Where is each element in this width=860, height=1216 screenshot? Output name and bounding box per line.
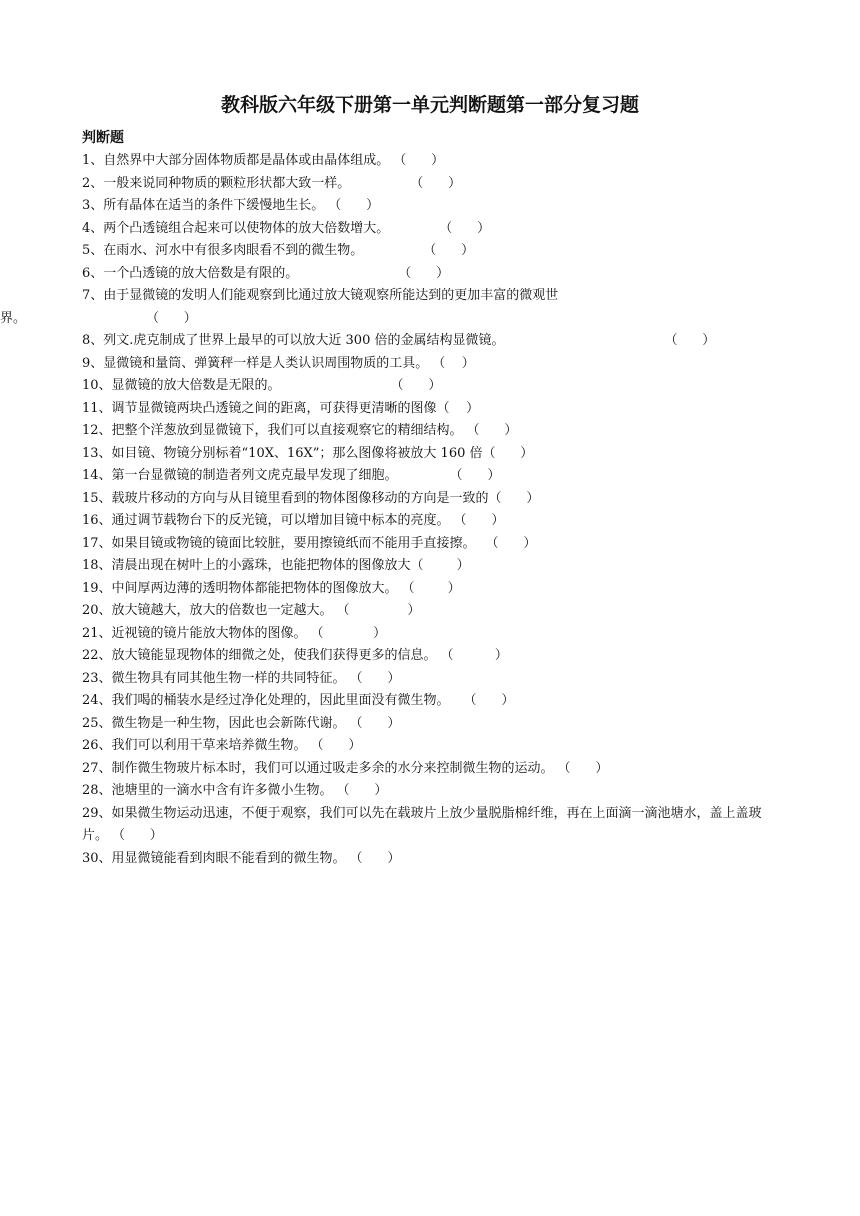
question-text: 3、所有晶体在适当的条件下缓慢地生长。	[82, 198, 325, 213]
answer-blank: （ ）	[463, 693, 515, 708]
answer-blank: （ ）	[410, 175, 462, 191]
question-item	[82, 510, 782, 533]
question-text: 6、一个凸透镜的放大倍数是有限的。	[82, 265, 299, 281]
question-item	[82, 555, 782, 578]
answer-blank: （ ）	[440, 648, 508, 663]
section-heading: 判断题	[82, 130, 124, 146]
question-text: 15、载玻片移动的方向与从目镜里看到的物体图像移动的方向是一致的	[82, 490, 489, 506]
question-text: 27、制作微生物玻片标本时，我们可以通过吸走多余的水分来控制微生物的运动。	[82, 760, 554, 776]
question-item	[82, 780, 782, 803]
question-item	[82, 735, 782, 758]
answer-blank: （ ）	[453, 513, 505, 528]
question-text: 11、调节显微镜两块凸透镜之间的距离，可获得更清晰的图像	[82, 400, 437, 416]
question-text: 9、显微镜和量筒、弹簧秤一样是人类认识周围物质的工具。	[82, 355, 429, 371]
question-item-continuation	[0, 308, 782, 331]
question-item	[82, 600, 782, 623]
answer-blank: （ ）	[439, 220, 491, 236]
question-text: 18、清晨出现在树叶上的小露珠，也能把物体的图像放大	[82, 558, 411, 573]
answer-blank: （ ）	[146, 310, 197, 326]
question-item	[82, 240, 782, 263]
answer-blank: （ ）	[423, 243, 475, 258]
answer-blank: （ ）	[664, 333, 716, 348]
question-text: 19、中间厚两边薄的透明物体都能把物体的图像放大。	[82, 580, 398, 596]
answer-blank: （ ）	[390, 378, 442, 393]
question-text: 5、在雨水、河水中有很多肉眼看不到的微生物。	[82, 243, 364, 258]
question-item	[82, 803, 782, 848]
question-text: 30、用显微镜能看到肉眼不能看到的微生物。	[82, 850, 346, 866]
question-item	[82, 645, 782, 668]
question-item	[82, 488, 782, 511]
document-title: 教科版六年级下册第一单元判断题第一部分复习题	[220, 94, 639, 116]
question-item	[82, 150, 782, 173]
question-text: 8、列文.虎克制成了世界上最早的可以放大近 300 倍的金属结构显微镜。	[82, 333, 505, 348]
answer-blank: （ ）	[432, 355, 475, 371]
answer-blank: （ ）	[393, 153, 445, 168]
answer-blank: （ ）	[482, 445, 534, 461]
question-item	[82, 375, 782, 398]
answer-blank: （ ）	[557, 760, 609, 776]
question-item	[82, 443, 782, 466]
question-text: 17、如果目镜或物镜的镜面比较脏，要用擦镜纸而不能用手直接擦。	[82, 535, 476, 551]
answer-blank: （ ）	[336, 783, 388, 798]
question-text: 14、第一台显微镜的制造者列文虎克最早发现了细胞。	[82, 468, 398, 483]
question-item	[82, 713, 782, 736]
answer-blank: （ ）	[349, 670, 401, 686]
question-text: 25、微生物是一种生物，因此也会新陈代谢。	[82, 715, 346, 731]
answer-blank: （ ）	[336, 603, 421, 618]
question-text: 2、一般来说同种物质的颗粒形状都大致一样。	[82, 175, 351, 191]
question-item	[82, 533, 782, 556]
question-item	[82, 195, 782, 218]
answer-blank: （ ）	[349, 715, 401, 731]
question-text: 23、微生物具有同其他生物一样的共同特征。	[82, 670, 346, 686]
answer-blank: （ ）	[328, 198, 380, 213]
answer-blank: （ ）	[488, 490, 540, 506]
question-item	[82, 668, 782, 691]
question-text: 16、通过调节载物台下的反光镜，可以增加目镜中标本的亮度。	[82, 513, 450, 528]
question-text: 26、我们可以利用干草来培养微生物。	[82, 738, 307, 753]
question-item	[82, 420, 782, 443]
question-text: 1、自然界中大部分固体物质都是晶体或由晶体组成。	[82, 153, 390, 168]
question-item	[82, 353, 782, 376]
question-text: 24、我们喝的桶装水是经过净化处理的，因此里面没有微生物。	[82, 693, 450, 708]
question-text: 29、如果微生物运动迅速，不便于观察，我们可以先在载玻片上放少量脱脂棉纤维，再在上面滴一滴池塘水，盖上盖玻片。	[82, 805, 762, 843]
question-list	[0, 150, 782, 870]
answer-blank: （ ）	[112, 828, 163, 843]
question-item	[82, 218, 782, 241]
question-text: 20、放大镜越大，放大的倍数也一定越大。	[82, 603, 333, 618]
question-item	[82, 623, 782, 646]
answer-blank: （ ）	[349, 850, 401, 866]
question-item	[82, 398, 782, 421]
question-item	[82, 848, 782, 871]
answer-blank: （ ）	[401, 580, 461, 596]
answer-blank: （ ）	[310, 738, 362, 753]
question-text-continuation: 界。	[0, 310, 27, 326]
question-text: 12、把整个洋葱放到显微镜下，我们可以直接观察它的精细结构。	[82, 423, 463, 438]
question-item	[82, 263, 782, 286]
answer-blank: （ ）	[449, 468, 501, 483]
answer-blank: （ ）	[398, 265, 450, 281]
question-item	[82, 330, 782, 353]
question-item	[82, 578, 782, 601]
question-text: 28、池塘里的一滴水中含有许多微小生物。	[82, 783, 333, 798]
question-text: 22、放大镜能显现物体的细微之处，使我们获得更多的信息。	[82, 648, 437, 663]
question-text: 21、近视镜的镜片能放大物体的图像。	[82, 625, 307, 641]
question-item	[82, 690, 782, 713]
answer-blank: （ ）	[410, 558, 470, 573]
question-text: 13、如目镜、物镜分别标着“10X、16X”；那么图像将被放大 160 倍	[82, 445, 483, 461]
question-text: 7、由于显微镜的发明人们能观察到比通过放大镜观察所能达到的更加丰富的微观世	[82, 288, 559, 303]
question-text: 10、显微镜的放大倍数是无限的。	[82, 378, 281, 393]
answer-blank: （ ）	[466, 423, 518, 438]
answer-blank: （ ）	[310, 625, 387, 641]
question-item	[82, 173, 782, 196]
question-item	[82, 465, 782, 488]
question-text: 4、两个凸透镜组合起来可以使物体的放大倍数增大。	[82, 220, 390, 236]
question-item	[82, 285, 782, 308]
answer-blank: （ ）	[436, 400, 480, 416]
answer-blank: （ ）	[485, 535, 537, 551]
question-item	[82, 758, 782, 781]
